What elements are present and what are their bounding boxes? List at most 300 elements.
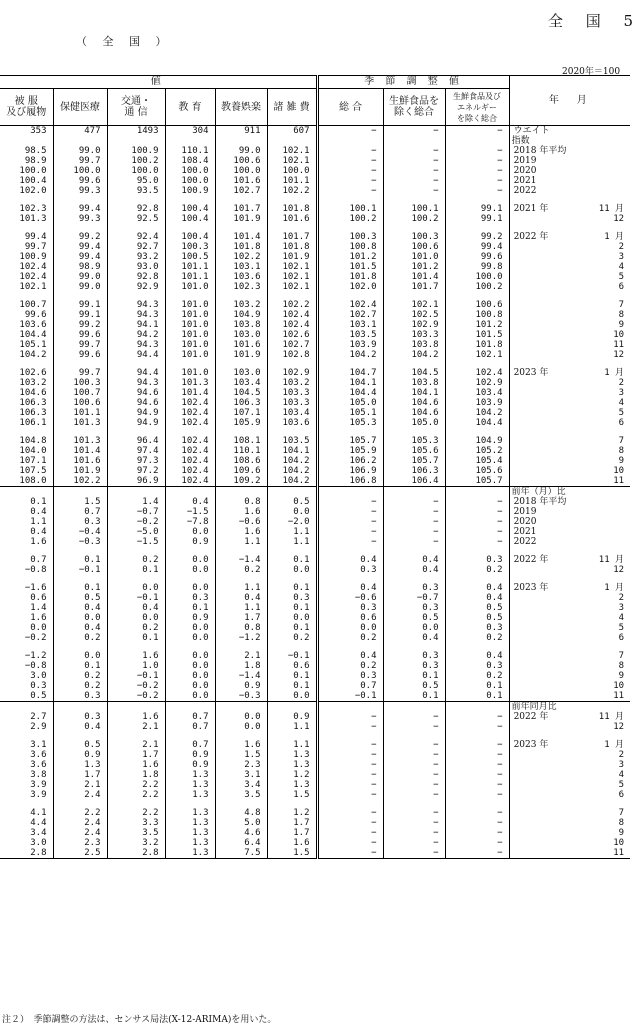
month-label: 4 xyxy=(618,262,625,272)
table-row xyxy=(0,196,630,204)
cell-medical: 99.1 xyxy=(53,310,107,320)
month-label: 12 xyxy=(613,214,625,224)
cell-general: 106.8 xyxy=(317,476,383,487)
cell-medical: −0.3 xyxy=(53,537,107,547)
table-row xyxy=(0,780,630,790)
cell-medical: 99.7 xyxy=(53,368,107,378)
table-row xyxy=(0,555,630,565)
cell-general: −0.6 xyxy=(317,593,383,603)
cell-misc: 102.7 xyxy=(267,340,317,350)
cell-education: 0.0 xyxy=(165,527,215,537)
cell-core: 0.5 xyxy=(383,681,445,691)
cell-clothing: 104.2 xyxy=(19,350,47,360)
cell-misc xyxy=(267,196,317,204)
cell-misc: 0.2 xyxy=(267,633,317,643)
cell-misc: 102.1 xyxy=(267,262,317,272)
cell-clothing: 4.1 xyxy=(30,808,47,818)
cell-recreation: 103.0 xyxy=(215,368,267,378)
cell-misc: 0.9 xyxy=(267,712,317,722)
year-label xyxy=(509,224,557,232)
cell-core-core: 100.2 xyxy=(445,282,509,292)
cell-clothing: 0.6 xyxy=(30,593,47,603)
table-row xyxy=(0,661,630,671)
table-row xyxy=(0,446,630,456)
cell-education xyxy=(165,575,215,583)
cell-transport xyxy=(107,643,165,651)
cell-misc: 100.0 xyxy=(267,166,317,176)
cell-misc: 102.6 xyxy=(267,330,317,340)
cell-recreation: 106.3 xyxy=(215,398,267,408)
table-row xyxy=(0,388,630,398)
cell-core: 105.7 xyxy=(383,456,445,466)
year-label xyxy=(509,828,557,838)
month-label: 1 月 xyxy=(604,583,625,593)
cell-recreation xyxy=(215,643,267,651)
cell-general: − xyxy=(317,760,383,770)
cell-core-core: − xyxy=(445,537,509,547)
month-label: 2 xyxy=(618,750,625,760)
cell-education: −1.5 xyxy=(165,507,215,517)
cell-education: 101.0 xyxy=(165,340,215,350)
table-row xyxy=(0,623,630,633)
cell-core-core: 0.4 xyxy=(445,583,509,593)
cell-core: − xyxy=(383,722,445,732)
cell-transport xyxy=(107,702,165,713)
cell-recreation: 7.5 xyxy=(215,848,267,859)
year-label: 2020 xyxy=(509,517,557,527)
cell-recreation: 101.8 xyxy=(215,242,267,252)
cell-core: 101.7 xyxy=(383,282,445,292)
cell-clothing: 100.7 xyxy=(19,300,47,310)
table-row xyxy=(0,818,630,828)
cell-recreation: 911 xyxy=(215,126,267,137)
cell-transport: 92.7 xyxy=(107,242,165,252)
cell-core: − xyxy=(383,497,445,507)
table-row xyxy=(0,487,630,498)
year-label: 2019 xyxy=(509,156,557,166)
cell-core-core: 0.4 xyxy=(445,593,509,603)
cell-core-core: − xyxy=(445,186,509,196)
table-row xyxy=(0,456,630,466)
cell-recreation: 101.4 xyxy=(215,232,267,242)
year-label xyxy=(509,603,557,613)
cell-clothing: 1.6 xyxy=(30,537,47,547)
cell-misc: 101.8 xyxy=(267,204,317,214)
cell-medical: 99.4 xyxy=(53,242,107,252)
cell-recreation: 108.1 xyxy=(215,436,267,446)
cell-general: − xyxy=(317,838,383,848)
cell-core: − xyxy=(383,760,445,770)
cell-education: 101.0 xyxy=(165,320,215,330)
cell-education: 0.1 xyxy=(165,603,215,613)
cell-education xyxy=(165,428,215,436)
month-label: 11 月 xyxy=(598,555,625,565)
cell-education xyxy=(165,487,215,498)
cell-medical: 0.3 xyxy=(53,712,107,722)
table-row xyxy=(0,603,630,613)
table-row xyxy=(0,242,630,252)
cell-misc: 102.4 xyxy=(267,320,317,330)
year-label xyxy=(509,838,557,848)
year-label xyxy=(509,388,557,398)
cell-clothing xyxy=(0,487,53,498)
cell-core: 100.1 xyxy=(383,204,445,214)
cell-core-core: − xyxy=(445,808,509,818)
cell-medical xyxy=(53,732,107,740)
cell-core-core xyxy=(445,136,509,146)
cell-education: 102.4 xyxy=(165,476,215,487)
cell-education: 1.3 xyxy=(165,838,215,848)
cell-education: 1.3 xyxy=(165,808,215,818)
cell-transport xyxy=(107,136,165,146)
cell-general: 104.1 xyxy=(317,378,383,388)
cell-core-core: − xyxy=(445,838,509,848)
table-row xyxy=(0,750,630,760)
month-label: 8 xyxy=(618,661,625,671)
cell-clothing xyxy=(0,800,53,808)
cell-education xyxy=(165,732,215,740)
cell-misc: 0.1 xyxy=(267,583,317,593)
cell-transport: 100.0 xyxy=(107,166,165,176)
cell-general: − xyxy=(317,176,383,186)
cell-core: − xyxy=(383,527,445,537)
cell-medical xyxy=(53,702,107,713)
cell-general: 101.2 xyxy=(317,252,383,262)
cell-core-core: 0.2 xyxy=(445,671,509,681)
cell-transport: −0.2 xyxy=(107,517,165,527)
cell-medical: 0.3 xyxy=(53,691,107,702)
table-row xyxy=(0,232,630,242)
year-label xyxy=(509,436,557,446)
cell-misc xyxy=(267,702,317,713)
cell-transport: 2.2 xyxy=(107,808,165,818)
cell-education: 100.4 xyxy=(165,232,215,242)
year-label: 2023 年 xyxy=(509,740,557,750)
cell-medical: 477 xyxy=(53,126,107,137)
cell-misc: 1.1 xyxy=(267,537,317,547)
cell-recreation: 0.2 xyxy=(215,565,267,575)
cell-transport: 100.9 xyxy=(107,146,165,156)
table-row xyxy=(0,651,630,661)
cell-core: − xyxy=(383,176,445,186)
cell-misc: 101.1 xyxy=(267,176,317,186)
column-header-general: 総 合 xyxy=(317,89,383,126)
cell-general: − xyxy=(317,770,383,780)
cell-general xyxy=(317,800,383,808)
month-label: 7 xyxy=(618,651,625,661)
cell-recreation: 1.6 xyxy=(215,507,267,517)
cell-education: 101.4 xyxy=(165,388,215,398)
cell-general xyxy=(317,575,383,583)
cell-core: 102.9 xyxy=(383,320,445,330)
cell-medical: 99.0 xyxy=(53,282,107,292)
cell-transport: 0.4 xyxy=(107,603,165,613)
cell-transport: 92.5 xyxy=(107,214,165,224)
cell-transport: 97.2 xyxy=(107,466,165,476)
table-body xyxy=(0,126,630,859)
cell-core-core: 105.2 xyxy=(445,446,509,456)
cell-education: 101.1 xyxy=(165,272,215,282)
cell-general: − xyxy=(317,497,383,507)
cell-recreation: 1.1 xyxy=(215,583,267,593)
cell-recreation xyxy=(215,487,267,498)
month-label: 11 月 xyxy=(598,204,625,214)
cell-core: 100.2 xyxy=(383,214,445,224)
cell-clothing xyxy=(0,547,53,555)
cell-clothing: 3.4 xyxy=(30,828,47,838)
cell-core-core: − xyxy=(445,507,509,517)
cell-general: 0.0 xyxy=(317,623,383,633)
cell-core-core: 0.3 xyxy=(445,623,509,633)
cell-core-core: 0.4 xyxy=(445,651,509,661)
month-label xyxy=(557,156,630,166)
cell-core xyxy=(383,575,445,583)
month-label xyxy=(557,732,630,740)
month-label xyxy=(557,507,630,517)
cell-education xyxy=(165,360,215,368)
table-row xyxy=(0,310,630,320)
cell-core xyxy=(383,136,445,146)
cell-core: 102.1 xyxy=(383,300,445,310)
cell-core: 103.8 xyxy=(383,378,445,388)
cell-recreation: 103.8 xyxy=(215,320,267,330)
cell-clothing: 102.1 xyxy=(19,282,47,292)
cell-core: − xyxy=(383,808,445,818)
cell-transport: −1.5 xyxy=(107,537,165,547)
table-row xyxy=(0,436,630,446)
cell-education: 100.0 xyxy=(165,166,215,176)
cell-transport: 1493 xyxy=(107,126,165,137)
cell-clothing: 105.1 xyxy=(19,340,47,350)
cell-education xyxy=(165,292,215,300)
cell-core: 101.0 xyxy=(383,252,445,262)
month-label xyxy=(557,537,630,547)
cell-core-core xyxy=(445,732,509,740)
cell-core: 0.3 xyxy=(383,603,445,613)
cell-misc: 0.0 xyxy=(267,507,317,517)
cell-education: 0.0 xyxy=(165,583,215,593)
cell-general xyxy=(317,360,383,368)
cell-misc: 102.4 xyxy=(267,310,317,320)
cell-medical: 99.6 xyxy=(53,350,107,360)
cell-general: 0.6 xyxy=(317,613,383,623)
cell-core-core: 99.8 xyxy=(445,262,509,272)
cell-misc: 1.3 xyxy=(267,750,317,760)
cell-core xyxy=(383,224,445,232)
cell-general: 100.1 xyxy=(317,204,383,214)
cell-core: − xyxy=(383,770,445,780)
cell-general: 0.4 xyxy=(317,651,383,661)
cell-core-core xyxy=(445,643,509,651)
cell-education: 102.4 xyxy=(165,436,215,446)
cell-medical: 101.4 xyxy=(53,446,107,456)
table-row xyxy=(0,740,630,750)
cell-recreation: 2.1 xyxy=(215,651,267,661)
cell-medical xyxy=(53,360,107,368)
cell-misc: 1.7 xyxy=(267,818,317,828)
cell-core-core xyxy=(445,547,509,555)
cell-recreation: 0.4 xyxy=(215,593,267,603)
cell-clothing: 4.4 xyxy=(30,818,47,828)
month-label: 11 xyxy=(613,691,625,701)
cell-transport xyxy=(107,487,165,498)
cell-education: 108.4 xyxy=(165,156,215,166)
cell-misc xyxy=(267,732,317,740)
month-label: 5 xyxy=(618,272,625,282)
cell-medical: 101.3 xyxy=(53,436,107,446)
table-row xyxy=(0,613,630,623)
cell-core-core: 0.2 xyxy=(445,633,509,643)
cell-medical: 0.4 xyxy=(53,722,107,732)
year-label xyxy=(509,722,557,732)
cell-core-core: − xyxy=(445,750,509,760)
cell-core-core: 0.5 xyxy=(445,603,509,613)
cell-education: 0.7 xyxy=(165,722,215,732)
cell-misc: 0.1 xyxy=(267,555,317,565)
cell-medical: 2.1 xyxy=(53,780,107,790)
table-row xyxy=(0,126,630,137)
table-row xyxy=(0,808,630,818)
cell-education: 100.4 xyxy=(165,214,215,224)
month-label xyxy=(557,527,630,537)
cell-core-core: 104.2 xyxy=(445,408,509,418)
year-label xyxy=(509,661,557,671)
cell-medical: 0.1 xyxy=(53,583,107,593)
month-label: 6 xyxy=(618,790,625,800)
cell-core: 0.0 xyxy=(383,623,445,633)
cell-misc: −2.0 xyxy=(267,517,317,527)
month-label: 2 xyxy=(618,378,625,388)
cell-medical: 0.4 xyxy=(53,623,107,633)
cell-core: 0.1 xyxy=(383,671,445,681)
cell-medical: −0.1 xyxy=(53,565,107,575)
year-label xyxy=(509,456,557,466)
table-row xyxy=(0,350,630,360)
cell-core: − xyxy=(383,156,445,166)
cell-recreation: 1.6 xyxy=(215,527,267,537)
cell-education: 1.3 xyxy=(165,818,215,828)
cell-clothing: −0.8 xyxy=(24,661,47,671)
table-row xyxy=(0,760,630,770)
cell-clothing: 1.6 xyxy=(30,613,47,623)
cell-clothing: 99.6 xyxy=(24,310,47,320)
cell-core: − xyxy=(383,790,445,800)
cell-clothing: −0.8 xyxy=(24,565,47,575)
cell-transport: 94.9 xyxy=(107,418,165,428)
cell-clothing: 0.4 xyxy=(30,527,47,537)
month-label: 8 xyxy=(618,446,625,456)
month-label xyxy=(557,517,630,527)
year-label xyxy=(509,800,557,808)
cell-core: − xyxy=(383,712,445,722)
table-row xyxy=(0,292,630,300)
year-label xyxy=(509,681,557,691)
cell-medical: 99.6 xyxy=(53,176,107,186)
cell-transport xyxy=(107,292,165,300)
year-label xyxy=(509,732,557,740)
cell-core-core: 100.8 xyxy=(445,310,509,320)
month-label xyxy=(557,196,630,204)
cell-clothing: 1.4 xyxy=(30,603,47,613)
cell-recreation xyxy=(215,800,267,808)
month-label: 10 xyxy=(613,330,625,340)
table-row xyxy=(0,340,630,350)
cell-education: 1.3 xyxy=(165,848,215,859)
cell-general xyxy=(317,547,383,555)
cell-medical: 101.6 xyxy=(53,456,107,466)
year-label xyxy=(509,272,557,282)
cell-core-core: − xyxy=(445,146,509,156)
cell-medical xyxy=(53,224,107,232)
cell-clothing: 3.6 xyxy=(30,760,47,770)
cell-clothing: 102.6 xyxy=(19,368,47,378)
cell-general: −0.1 xyxy=(317,691,383,702)
cell-core-core: 0.3 xyxy=(445,661,509,671)
cell-recreation: 0.9 xyxy=(215,681,267,691)
table-row xyxy=(0,583,630,593)
cell-clothing: 107.1 xyxy=(19,456,47,466)
cell-recreation: 3.4 xyxy=(215,780,267,790)
cell-recreation xyxy=(215,224,267,232)
cell-clothing: 106.3 xyxy=(19,398,47,408)
cell-misc: 102.8 xyxy=(267,350,317,360)
cell-core: 106.4 xyxy=(383,476,445,487)
cell-core-core: 101.8 xyxy=(445,340,509,350)
cell-education xyxy=(165,196,215,204)
cell-transport: 94.3 xyxy=(107,300,165,310)
cell-core-core xyxy=(445,224,509,232)
year-label xyxy=(509,310,557,320)
cell-recreation xyxy=(215,547,267,555)
cell-misc: 104.1 xyxy=(267,446,317,456)
month-label: 4 xyxy=(618,613,625,623)
cell-transport: 0.1 xyxy=(107,633,165,643)
year-label xyxy=(509,565,557,575)
cell-core-core: − xyxy=(445,166,509,176)
cell-medical: 2.4 xyxy=(53,790,107,800)
month-label: 11 xyxy=(557,848,630,859)
cell-recreation: 4.6 xyxy=(215,828,267,838)
cell-recreation: 5.0 xyxy=(215,818,267,828)
cell-core: 103.3 xyxy=(383,330,445,340)
page-title-right: 全 国 5 xyxy=(548,12,642,30)
year-label xyxy=(509,292,557,300)
cell-core: 104.2 xyxy=(383,350,445,360)
cell-misc: −0.1 xyxy=(267,651,317,661)
table-row xyxy=(0,166,630,176)
cell-misc: 1.5 xyxy=(267,790,317,800)
cell-core: 0.3 xyxy=(383,651,445,661)
cell-core-core: − xyxy=(445,712,509,722)
cell-core-core: − xyxy=(445,126,509,137)
cell-recreation: 1.1 xyxy=(215,603,267,613)
month-label: 1 月 xyxy=(604,232,625,242)
cell-core: − xyxy=(383,750,445,760)
table-row xyxy=(0,330,630,340)
month-label xyxy=(557,176,630,186)
cell-recreation: 101.9 xyxy=(215,214,267,224)
cell-misc: 1.3 xyxy=(267,760,317,770)
cell-education: 100.9 xyxy=(165,186,215,196)
cell-education: 0.0 xyxy=(165,671,215,681)
cell-general: 0.2 xyxy=(317,661,383,671)
month-label: 7 xyxy=(618,436,625,446)
cell-general: 0.4 xyxy=(317,555,383,565)
cell-recreation xyxy=(215,292,267,300)
cell-clothing: 0.0 xyxy=(30,623,47,633)
year-label xyxy=(509,790,557,800)
cell-general: 104.7 xyxy=(317,368,383,378)
